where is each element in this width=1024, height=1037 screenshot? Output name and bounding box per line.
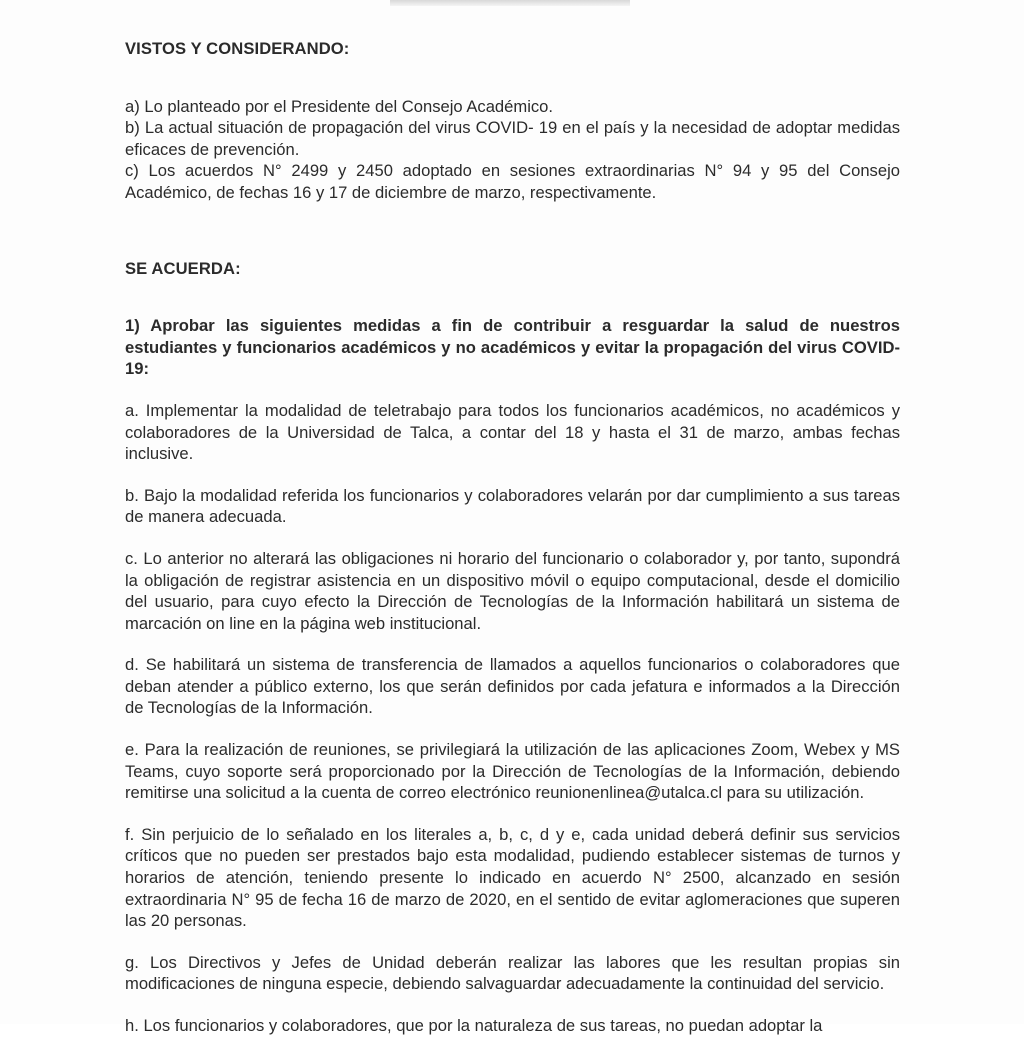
medida-a: a. Implementar la modalidad de teletrabajo para todos los funcionarios académicos, no académicos y colaboradores de la Universidad de Talca, a contar del 18 y hasta el 31 de marzo, ambas fechas inclusive. <box>125 400 900 464</box>
considerando-a: a) Lo planteado por el Presidente del Consejo Académico. <box>125 96 554 116</box>
medida-g: g. Los Directivos y Jefes de Unidad deberán realizar las labores que les resultan propias sin modificaciones de ninguna especie, debiendo salvaguardar adecuadamente la continuidad del servicio. <box>125 952 900 994</box>
medida-b: b. Bajo la modalidad referida los funcionarios y colaboradores velarán por dar cumplimiento a sus tareas de manera adecuada. <box>125 485 900 527</box>
medida-d: d. Se habilitará un sistema de transferencia de llamados a aquellos funcionarios o colaboradores que deban atender a público externo, los que serán definidos por cada jefatura e informados a la Dirección de Tecnologías de la Información. <box>125 655 900 718</box>
acuerdo-1: 1) Aprobar las siguientes medidas a fin de contribuir a resguardar la salud de nuestros estudiantes y funcionarios académicos y no académicos y evitar la propagación del virus COVID- 19: <box>125 316 900 379</box>
cut-off-header-text <box>390 0 630 6</box>
medida-h: h. Los funcionarios y colaboradores, que por la naturaleza de sus tareas, no puedan adoptar la <box>125 1016 823 1035</box>
document-body <box>125 38 900 1037</box>
considerando-b: b) La actual situación de propagación del virus COVID- 19 en el país y la necesidad de adoptar medidas eficaces de prevención. <box>125 118 900 159</box>
vistos-heading: VISTOS Y CONSIDERANDO: <box>125 39 350 58</box>
medida-e: e. Para la realización de reuniones, se privilegiará la utilización de las aplicaciones Zoom, Webex y MS Teams, cuyo soporte será proporcionado por la Dirección de Tecnologías de la Información, debiendo remitirse una solicitud a la cuenta de correo electrónico reunionenlinea@utalca.cl para su utilización. <box>125 740 900 803</box>
considerando-c: c) Los acuerdos N° 2499 y 2450 adoptado en sesiones extraordinarias N° 94 y 95 del Consejo Académico, de fechas 16 y 17 de diciembre de marzo, respectivamente. <box>125 161 900 202</box>
medida-f: f. Sin perjuicio de lo señalado en los literales a, b, c, d y e, cada unidad deberá definir sus servicios críticos que no pueden ser prestados bajo esta modalidad, pudiendo establecer sistemas de turnos y horarios de atención, teniendo presente lo indicado en acuerdo N° 2500, alcanzado en sesión extraordinaria N° 95 de fecha 16 de marzo de 2020, en el sentido de evitar aglomeraciones que superen las 20 personas. <box>125 824 900 931</box>
medida-c: c. Lo anterior no alterará las obligaciones ni horario del funcionario o colaborador y, por tanto, supondrá la obligación de registrar asistencia en un dispositivo móvil o equipo computacional, desde el domicilio del usuario, para cuyo efecto la Dirección de Tecnologías de la Información habilitará un sistema de marcación on line en la página web institucional. <box>125 548 900 633</box>
acuerda-heading: SE ACUERDA: <box>125 258 241 278</box>
